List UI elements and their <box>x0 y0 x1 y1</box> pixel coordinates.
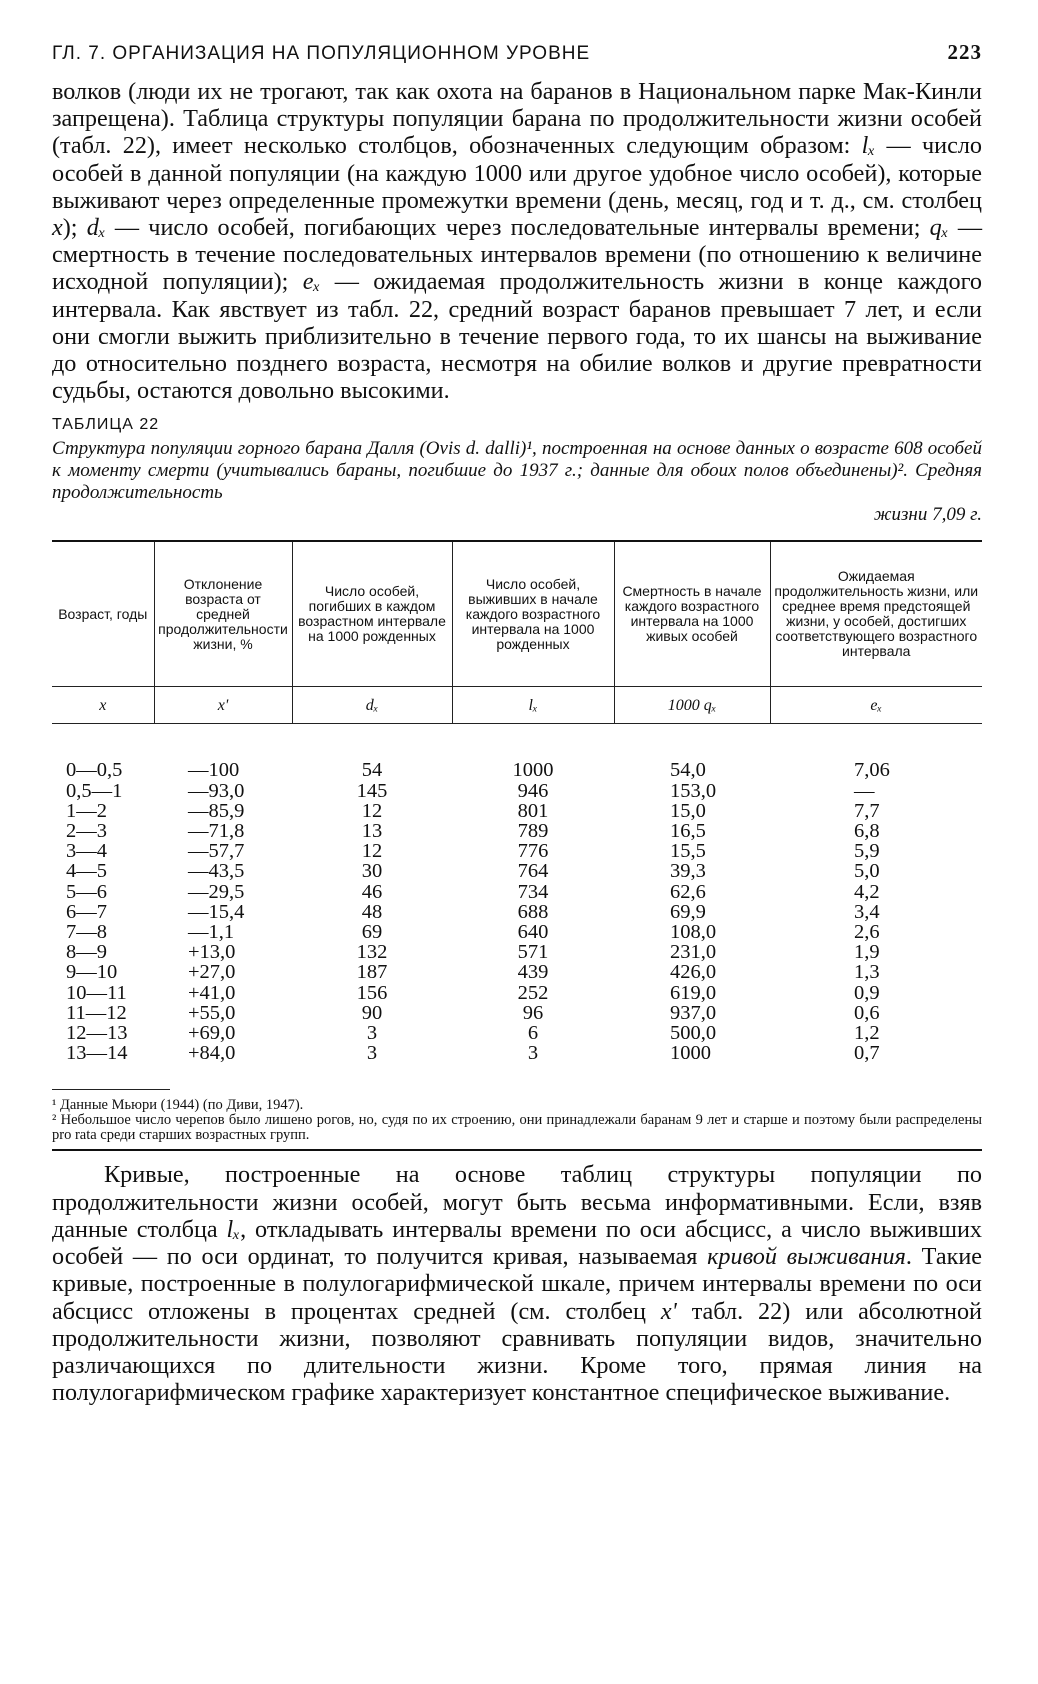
cell-mortality: 16,5 <box>670 820 706 843</box>
table-body <box>52 724 982 1086</box>
cell-age: 0—0,5 <box>66 759 123 782</box>
cell-deviation: +55,0 <box>188 1001 236 1024</box>
cell-deaths: 3 <box>366 1042 378 1065</box>
table-row <box>52 942 982 962</box>
cell-deaths: 13 <box>361 820 383 843</box>
cell-deviation: —85,9 <box>188 799 245 822</box>
cell-deaths: 12 <box>361 840 383 863</box>
cell-age: 2—3 <box>66 820 107 843</box>
cell-age: 12—13 <box>66 1022 128 1045</box>
cell-deviation: +69,0 <box>188 1022 236 1045</box>
cell-deviation: —93,0 <box>188 779 245 802</box>
table-row <box>52 962 982 982</box>
table-symbol-row <box>52 687 982 724</box>
cell-deaths: 187 <box>356 961 388 984</box>
cell-expectancy: 6,8 <box>854 820 880 843</box>
cell-expectancy: 5,0 <box>854 860 880 883</box>
cell-deaths: 90 <box>361 1001 383 1024</box>
cell-survivors: 439 <box>517 961 549 984</box>
col-header-age: Возраст, годы <box>52 541 154 687</box>
cell-deviation: —15,4 <box>188 900 245 923</box>
cell-mortality: 108,0 <box>670 921 717 944</box>
col-symbol: lₓ <box>452 687 614 724</box>
cell-survivors: 764 <box>517 860 549 883</box>
cell-deviation: —1,1 <box>188 921 235 944</box>
cell-deaths: 145 <box>356 779 388 802</box>
running-header <box>52 40 982 78</box>
book-page <box>52 40 982 1406</box>
table-row <box>52 1043 982 1085</box>
cell-survivors: 688 <box>517 900 549 923</box>
cell-deviation: +41,0 <box>188 981 236 1004</box>
cell-age: 7—8 <box>66 921 107 944</box>
cell-expectancy: 1,9 <box>854 941 880 964</box>
table-row <box>52 1023 982 1043</box>
table-row <box>52 781 982 801</box>
cell-deviation: +27,0 <box>188 961 236 984</box>
cell-age: 13—14 <box>66 1042 128 1065</box>
cell-mortality: 54,0 <box>670 759 706 782</box>
col-symbol: x' <box>154 687 292 724</box>
cell-age: 11—12 <box>66 1001 127 1024</box>
cell-age: 10—11 <box>66 981 127 1004</box>
closing-paragraph: Кривые, построенные на основе таблиц структуры популяции по продолжительности жизни особей, могут быть весьма информативными. Если, взяв данные столбца lₓ, откладывать интервалы времени по оси абсцисс, а число выживших особей — по оси ординат, то получится кривая, называемая кривой выживания. Такие кривые, построенные в полулогарифмической шкале, причем интервалы времени по оси абсцисс отложены в процентах средней (см. столбец x' табл. 22) или абсолютной продолжительности жизни, позволяют сравнивать популяции видов, значительно различающихся по длительности жизни. Кроме того, прямая линия на полулогарифмическом графике характеризует константное специфическое выживание. <box>52 1161 983 1407</box>
cell-survivors: 801 <box>517 799 549 822</box>
table-row <box>52 983 982 1003</box>
cell-age: 9—10 <box>66 961 118 984</box>
col-symbol: eₓ <box>770 687 982 724</box>
cell-expectancy: 5,9 <box>854 840 880 863</box>
footnote-2: ² Небольшое число черепов было лишено рогов, но, судя по их строению, они принадлежали баранам 9 лет и старше и поэтому были распределены pro rata среди старших возрастных групп. <box>52 1112 982 1144</box>
table-end-rule <box>52 1149 982 1151</box>
cell-expectancy: — <box>854 779 875 802</box>
cell-survivors: 6 <box>527 1022 539 1045</box>
col-symbol: 1000 qₓ <box>614 687 770 724</box>
cell-deviation: —57,7 <box>188 840 245 863</box>
col-header-mortality: Смертность в начале каждого возрастного интервала на 1000 живых особей <box>614 541 770 687</box>
table-row <box>52 882 982 902</box>
cell-mortality: 231,0 <box>670 941 717 964</box>
cell-expectancy: 4,2 <box>854 880 880 903</box>
page-number: 223 <box>947 40 982 64</box>
cell-deviation: —43,5 <box>188 860 245 883</box>
cell-survivors: 252 <box>517 981 549 1004</box>
cell-deaths: 54 <box>361 759 383 782</box>
table-row <box>52 1003 982 1023</box>
cell-mortality: 15,0 <box>670 799 706 822</box>
cell-age: 8—9 <box>66 941 107 964</box>
col-symbol: dₓ <box>292 687 452 724</box>
cell-deviation: +84,0 <box>188 1042 236 1065</box>
cell-expectancy: 0,9 <box>854 981 880 1004</box>
cell-deaths: 69 <box>361 921 383 944</box>
cell-survivors: 946 <box>517 779 549 802</box>
col-header-survivors: Число особей, выживших в начале каждого возрастного интервала на 1000 рожденных <box>452 541 614 687</box>
cell-mortality: 39,3 <box>670 860 706 883</box>
life-table <box>52 540 982 1085</box>
cell-deviation: +13,0 <box>188 941 236 964</box>
table-header-row <box>52 541 982 687</box>
cell-deaths: 48 <box>361 900 383 923</box>
cell-survivors: 1000 <box>512 759 554 782</box>
cell-deviation: —71,8 <box>188 820 245 843</box>
cell-mortality: 619,0 <box>670 981 717 1004</box>
cell-deaths: 46 <box>361 880 383 903</box>
table-row <box>52 922 982 942</box>
table-row <box>52 861 982 881</box>
cell-deaths: 12 <box>361 799 383 822</box>
cell-survivors: 3 <box>527 1042 539 1065</box>
footnotes <box>52 1098 982 1143</box>
cell-expectancy: 3,4 <box>854 900 880 923</box>
cell-age: 1—2 <box>66 799 107 822</box>
cell-deaths: 132 <box>356 941 388 964</box>
cell-mortality: 69,9 <box>670 900 706 923</box>
cell-mortality: 153,0 <box>670 779 717 802</box>
intro-paragraph: волков (люди их не трогают, так как охота на баранов в Национальном парке Мак-Кинли запрещена). Таблица структуры популяции барана по продолжительности жизни особей (табл. 22), имеет несколько столбцов, обозначенных следующим образом: lₓ — число особей в данной популяции (на каждую 1000 или другое удобное число особей), которые выживают через определенные промежутки времени (день, месяц, год и т. д., см. столбец x); dₓ — число особей, погибающих через последовательные интервалы времени; qₓ — смертность в течение последовательных интервалов времени (по отношению к величине исходной популяции); eₓ — ожидаемая продолжительность жизни в конце каждого интервала. Как явствует из табл. 22, средний возраст баранов превышает 7 лет, и если они смогли выжить приблизительно в течение первого года, то их шансы на выживание до относительно позднего возраста, несмотря на обилие волков и другие превратности судьбы, остаются довольно высокими. <box>52 78 983 405</box>
table-row <box>52 760 982 780</box>
cell-age: 6—7 <box>66 900 107 923</box>
cell-deaths: 156 <box>356 981 388 1004</box>
cell-survivors: 571 <box>517 941 549 964</box>
cell-mortality: 426,0 <box>670 961 717 984</box>
cell-mortality: 1000 <box>670 1042 711 1065</box>
cell-mortality: 62,6 <box>670 880 706 903</box>
cell-expectancy: 7,06 <box>854 759 890 782</box>
table-label: ТАБЛИЦА 22 <box>52 416 160 434</box>
cell-age: 4—5 <box>66 860 107 883</box>
cell-mortality: 15,5 <box>670 840 706 863</box>
cell-age: 3—4 <box>66 840 107 863</box>
cell-age: 5—6 <box>66 880 107 903</box>
cell-mortality: 500,0 <box>670 1022 717 1045</box>
col-header-deviation: Отклонение возраста от средней продолжительности жизни, % <box>154 541 292 687</box>
cell-survivors: 776 <box>517 840 549 863</box>
footnote-1: ¹ Данные Мьюри (1944) (по Диви, 1947). <box>52 1097 304 1114</box>
cell-expectancy: 1,3 <box>854 961 880 984</box>
footnote-rule <box>52 1089 170 1090</box>
col-header-expectancy: Ожидаемая продолжительность жизни, или среднее время предстоящей жизни, у особей, достигших соответствующего возрастного интервала <box>770 541 982 687</box>
cell-deaths: 3 <box>366 1022 378 1045</box>
chapter-title: ГЛ. 7. ОРГАНИЗАЦИЯ НА ПОПУЛЯЦИОННОМ УРОВНЕ <box>52 43 591 64</box>
col-symbol: x <box>52 687 154 724</box>
table-row <box>52 841 982 861</box>
cell-survivors: 789 <box>517 820 549 843</box>
cell-expectancy: 0,6 <box>854 1001 880 1024</box>
cell-expectancy: 0,7 <box>854 1042 880 1065</box>
cell-deviation: —29,5 <box>188 880 245 903</box>
table-caption: Структура популяции горного барана Далля (Ovis d. dalli)¹, построенная на основе данных о возрасте 608 особей к моменту смерти (учитывались бараны, погибшие до 1937 г.; данные для обоих полов объединены)². Средняя продолжительность жизни 7,09 г. <box>52 438 982 526</box>
cell-age: 0,5—1 <box>66 779 123 802</box>
cell-expectancy: 7,7 <box>854 799 880 822</box>
cell-deaths: 30 <box>361 860 383 883</box>
cell-mortality: 937,0 <box>670 1001 717 1024</box>
col-header-deaths: Число особей, погибших в каждом возрастном интервале на 1000 рожденных <box>292 541 452 687</box>
cell-survivors: 640 <box>517 921 549 944</box>
table-row <box>52 902 982 922</box>
cell-expectancy: 2,6 <box>854 921 880 944</box>
cell-deviation: —100 <box>188 759 240 782</box>
table-row <box>52 821 982 841</box>
cell-survivors: 96 <box>522 1001 544 1024</box>
cell-survivors: 734 <box>517 880 549 903</box>
cell-expectancy: 1,2 <box>854 1022 880 1045</box>
table-row <box>52 801 982 821</box>
